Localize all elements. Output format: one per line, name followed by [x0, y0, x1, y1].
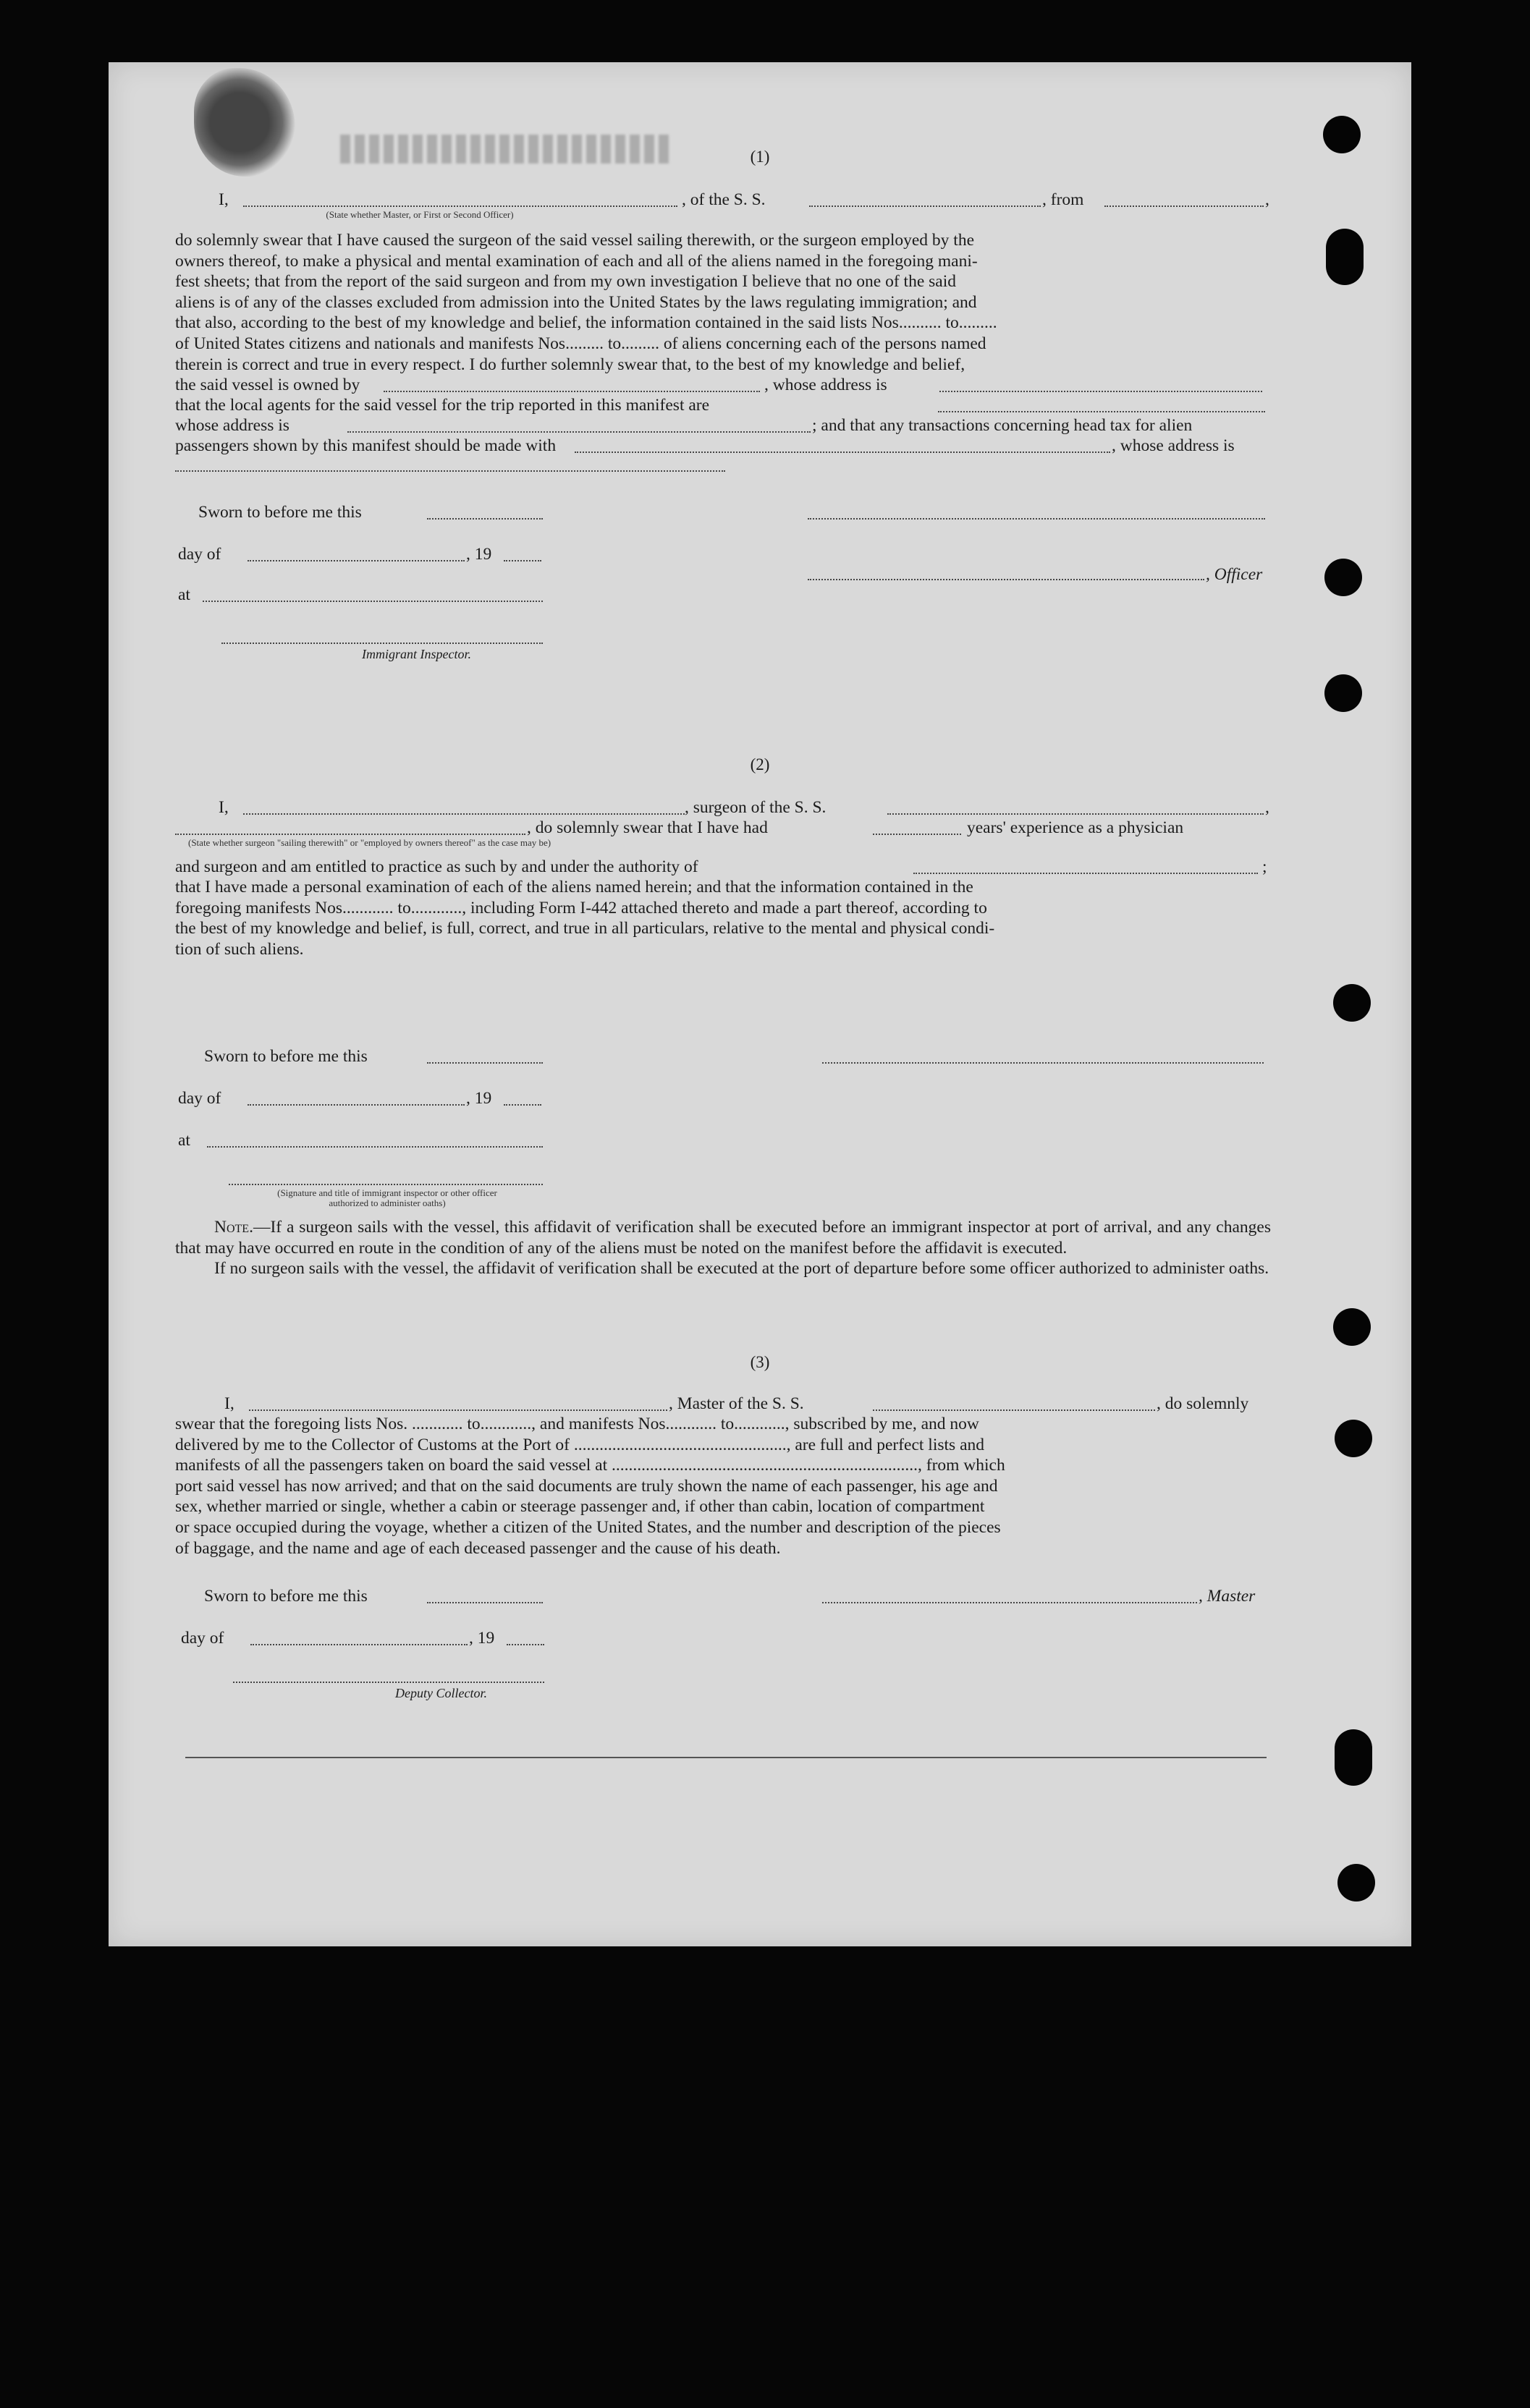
s2-signature-hint: (Signature and title of immigrant inspector or other officer authorized to administer oaths)	[277, 1187, 497, 1208]
s2-place-blank	[207, 1145, 543, 1148]
s3-year: , 19	[469, 1629, 495, 1648]
s1-passengers: passengers shown by this manifest should be made with	[175, 436, 557, 455]
s1-day-of: day of	[178, 545, 221, 564]
s1-body-line-3: fest sheets; that from the report of the said surgeon and from my own investigation I believe that no one of the said	[175, 272, 956, 292]
s1-i: I,	[219, 190, 229, 209]
s1-ship-blank	[809, 204, 1041, 207]
s2-surgeon-signature-blank	[822, 1061, 1264, 1064]
s2-body-line-3: the best of my knowledge and belief, is full, correct, and true in all particulars, relative to the mental and physical condi-	[175, 919, 995, 938]
punch-hole	[1323, 116, 1361, 153]
s2-note-text: —If a surgeon sails with the vessel, this affidavit of verification shall be executed before an immigrant inspector at port of arrival, and any changes that may have occurred en route in the condition of any of the aliens must be noted on the manifest before the affidavit is executed.	[175, 1218, 1271, 1258]
s1-inspector-signature-blank	[221, 641, 543, 644]
s1-officer-title-blank	[808, 577, 1204, 580]
s1-body	[175, 230, 1271, 375]
s3-sworn: Sworn to before me this	[204, 1587, 368, 1606]
s2-years-blank	[873, 832, 961, 835]
s2-month-blank	[248, 1103, 465, 1106]
punch-hole	[1335, 1420, 1372, 1457]
punch-hole	[1324, 674, 1362, 712]
s2-day-of: day of	[178, 1089, 221, 1108]
s3-body-line-3: manifests of all the passengers taken on board the said vessel at ........................................................................, from which	[175, 1456, 1005, 1475]
s2-year: , 19	[466, 1089, 492, 1108]
s1-transactions: ; and that any transactions concerning head tax for alien	[812, 416, 1193, 435]
s1-local-agents: that the local agents for the said vessel for the trip reported in this manifest are	[175, 396, 710, 415]
s1-whose-address-2: whose address is	[175, 416, 289, 435]
s2-title-blank	[175, 832, 525, 835]
s2-at: at	[178, 1131, 190, 1150]
s1-sworn-day-blank	[427, 517, 543, 520]
punch-hole	[1333, 1308, 1371, 1346]
s2-years: years' experience as a physician	[967, 818, 1184, 837]
s1-name-blank	[243, 204, 677, 207]
s1-immigrant-inspector: Immigrant Inspector.	[362, 647, 471, 661]
s3-body-line-1: swear that the foregoing lists Nos. ............ to............, and manifests Nos............ to............, subscribed by me, and now	[175, 1415, 979, 1433]
s3-body-line-4: port said vessel has now arrived; and that on the said documents are truly shown the name of each passenger, his age and	[175, 1476, 998, 1496]
s2-authority: and surgeon and am entitled to practice as such by and under the authority of	[175, 857, 698, 876]
s1-whose-address-3: , whose address is	[1112, 436, 1235, 455]
s2-surgeon-hint: (State whether surgeon "sailing therewith" or "employed by owners thereof" as the case may be)	[188, 837, 551, 848]
s1-end: ,	[1265, 190, 1269, 209]
s2-authority-blank	[913, 871, 1258, 874]
s2-i: I,	[219, 798, 229, 817]
s3-i: I,	[224, 1394, 234, 1413]
bottom-rule	[185, 1757, 1267, 1758]
s3-master-label: , Master	[1199, 1587, 1256, 1606]
s2-year-blank	[504, 1103, 541, 1106]
section-1-number: (1)	[750, 148, 770, 166]
s1-year: , 19	[466, 545, 492, 564]
s1-owner-address-blank	[939, 389, 1262, 392]
punch-hole	[1335, 1729, 1372, 1786]
manifest-page	[109, 62, 1411, 1946]
s1-body-line-1: do solemnly swear that I have caused the surgeon of the said vessel sailing therewith, or the surgeon employed by the	[175, 231, 975, 250]
s1-officer: , Officer	[1206, 565, 1263, 584]
s2-ship-blank	[887, 812, 1264, 815]
punch-hole	[1337, 1864, 1375, 1902]
s2-swear: , do solemnly swear that I have had	[527, 818, 768, 837]
s2-sworn-day-blank	[427, 1061, 543, 1064]
s2-name-blank	[243, 812, 685, 815]
s1-place-blank	[203, 599, 543, 602]
s2-end: ,	[1265, 798, 1269, 817]
s2-note	[175, 1217, 1271, 1279]
s1-from: , from	[1042, 190, 1084, 209]
s1-sworn: Sworn to before me this	[198, 503, 362, 522]
s1-owned-by: the said vessel is owned by	[175, 376, 360, 394]
s2-note-text-2: If no surgeon sails with the vessel, the affidavit of verification shall be executed at the port of departure before some officer authorized to administer oaths.	[214, 1259, 1269, 1279]
s1-of-ss: , of the S. S.	[682, 190, 766, 209]
s1-at: at	[178, 585, 190, 604]
s1-agents-blank	[938, 410, 1265, 412]
s1-year-blank	[504, 559, 541, 561]
s2-body-line-1: that I have made a personal examination of each of the aliens named herein; and that the information contained in the	[175, 878, 973, 896]
s1-whose-address: , whose address is	[764, 376, 887, 394]
s1-body-line-2: owners thereof, to make a physical and mental examination of each and all of the aliens named in the foregoing mani-	[175, 251, 978, 271]
s1-officer-signature-blank	[808, 517, 1265, 520]
s3-month-blank	[250, 1642, 468, 1645]
s3-sworn-day-blank	[427, 1601, 543, 1603]
s3-master: , Master of the S. S.	[669, 1394, 804, 1413]
s3-body	[175, 1414, 1271, 1559]
s2-surgeon: , surgeon of the S. S.	[685, 798, 827, 817]
s1-from-blank	[1104, 204, 1264, 207]
s3-ship-blank	[873, 1408, 1155, 1411]
s2-body-line-2: foregoing manifests Nos............ to............, including Form I-442 attached thereto and made a part thereof, according to	[175, 898, 987, 917]
s2-authority-end: ;	[1262, 857, 1267, 876]
s1-headtax-address-blank	[175, 469, 725, 472]
punch-hole	[1333, 984, 1371, 1022]
s3-body-line-6: or space occupied during the voyage, whether a citizen of the United States, and the number and description of the pieces	[175, 1517, 1001, 1537]
s3-name-blank	[249, 1408, 667, 1411]
s2-note-label: Note.	[214, 1218, 253, 1237]
section-3-number: (3)	[750, 1353, 770, 1371]
s1-body-line-7: therein is correct and true in every respect. I do further solemnly swear that, to the best of my knowledge and belief,	[175, 355, 965, 374]
s2-sworn: Sworn to before me this	[204, 1047, 368, 1066]
s1-agents-address-blank	[347, 430, 811, 433]
s3-deputy-collector: Deputy Collector.	[395, 1686, 487, 1700]
s3-deputy-signature-blank	[233, 1680, 544, 1683]
s1-body-line-4: aliens is of any of the classes excluded from admission into the United States by the laws regulating immigration; and	[175, 292, 977, 312]
s3-year-blank	[507, 1642, 544, 1645]
s1-month-blank	[248, 559, 465, 561]
s3-body-line-5: sex, whether married or single, whether a cabin or steerage passenger and, if other than cabin, location of compartment	[175, 1497, 985, 1517]
s3-body-line-7: of baggage, and the name and age of each deceased passenger and the cause of his death.	[175, 1538, 781, 1558]
s3-body-line-2: delivered by me to the Collector of Customs at the Port of .................................................., are full and perfect lists and	[175, 1435, 984, 1454]
s1-body-line-6: of United States citizens and nationals and manifests Nos......... to......... of aliens concerning each of the persons named	[175, 334, 986, 353]
s2-body	[175, 877, 1271, 959]
s1-owner-blank	[384, 389, 760, 392]
s1-body-line-5: that also, according to the best of my knowledge and belief, the information contained in the said lists Nos.......... to.........	[175, 313, 997, 333]
s3-day-of: day of	[181, 1629, 224, 1648]
s3-end: , do solemnly	[1157, 1394, 1249, 1413]
s2-body-line-4: tion of such aliens.	[175, 939, 304, 959]
punch-hole	[1324, 559, 1362, 596]
punch-hole	[1326, 229, 1364, 285]
section-2-number: (2)	[750, 755, 770, 773]
s2-inspector-signature-blank	[229, 1182, 543, 1185]
s1-headtax-blank	[575, 450, 1110, 453]
s3-master-signature-blank	[822, 1601, 1197, 1603]
s1-officer-hint: (State whether Master, or First or Second Officer)	[326, 209, 514, 220]
